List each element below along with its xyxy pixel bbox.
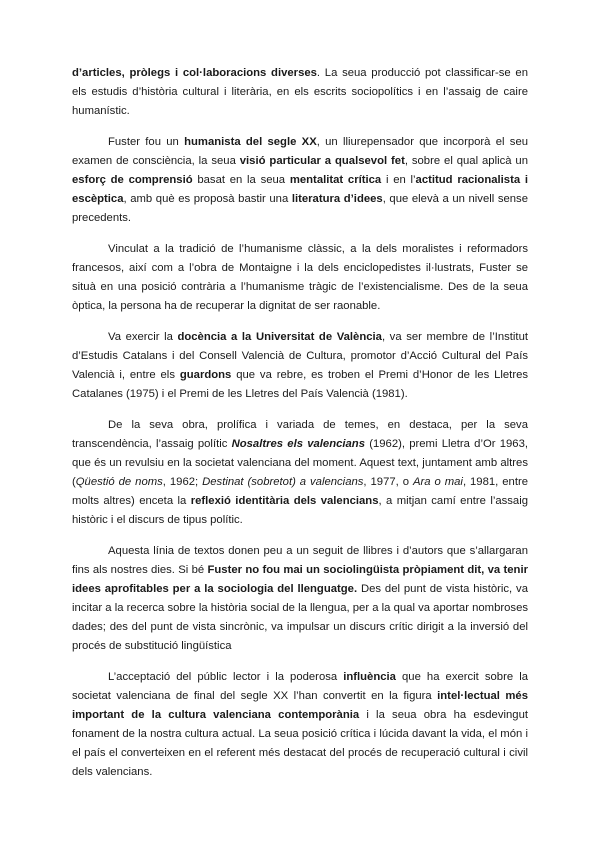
bold-text: reflexió identitària dels valencians (190, 495, 379, 507)
paragraph (72, 328, 528, 404)
text-run: , que elevà a un nivell sense precedents. (72, 193, 528, 224)
paragraph (72, 64, 528, 121)
text-run: Des del punt de vista històric, va incitar a la recerca sobre la història social de la llengua, per a la qual va aportar nombroses dades; des del punt de vista sincrònic, va impulsar un discurs crític dirigit a la inversió del procés de substitució lingüística (72, 583, 528, 652)
bold-text: docència a la Universitat de València (177, 331, 382, 343)
text-run: i la seua obra ha esdevingut fonament de la nostra cultura actual. La seua posició crítica i lúcida davant la vida, el món i el país el converteixen en el referent més destacat del procés de recuperació cultural i civil dels valencians. (72, 709, 528, 778)
bold-text: d’articles, pròlegs i col·laboracions diverses (72, 67, 317, 79)
text-run: , 1981, entre molts altres) enceta la (72, 476, 528, 507)
text-run: , un lliurepensador que incorporà el seu examen de consciència, la seua (72, 136, 529, 167)
text-run: , va ser membre de l’Institut d’Estudis Catalans i del Consell Valencià de Cultura, promotor d’Acció Cultural del País Valencià i, entre els (72, 331, 528, 381)
text-run: De la seva obra, prolífica i variada de temes, en destaca, per la seva transcendència, l’assaig polític (72, 419, 528, 450)
bold-text: humanista del segle XX (184, 136, 317, 148)
italic-text: Qüestió de noms (75, 476, 163, 488)
paragraph (72, 416, 528, 530)
text-run: que ha exercit sobre la societat valenciana de final del segle XX l’han convertit en la figura (72, 671, 528, 702)
bold-text: intel·lectual més important de la cultura valenciana contemporània (72, 690, 528, 721)
text-run: basat en la seua (192, 174, 290, 186)
text-run: , sobre el qual aplicà un (404, 155, 529, 167)
text-run: , 1962; (162, 476, 203, 488)
text-run: L’acceptació del públic lector i la poderosa (108, 671, 344, 683)
paragraph (72, 542, 528, 656)
text-run: que va rebre, es troben el Premi d’Honor de les Lletres Catalanes (1975) i el Premi de les Lletres del País Valencià (1981). (72, 369, 529, 400)
bold-text: literatura d’idees (291, 193, 383, 205)
text-run: , 1977, o (363, 476, 413, 488)
bold-text: influència (343, 671, 396, 683)
text-run: Va exercir la (108, 331, 178, 343)
bold-text: actitud racionalista i escèptica (72, 174, 528, 205)
text-run: , amb què es proposà bastir una (123, 193, 292, 205)
bold-text: esforç de comprensió (72, 174, 193, 186)
text-run: , a mitjan camí entre l’assaig històric i el discurs de tipus polític. (72, 495, 528, 526)
text-run: Vinculat a la tradició de l’humanisme clàssic, a la dels moralistes i reformadors francesos, així com a l’obra de Montaigne i la dels enciclopedistes il·lustrats, Fuster se situà en una posició contrària a l’humanisme tràgic de l’existencialisme. Des de la seua òptica, la persona ha de recuperar la dignitat de ser raonable. (72, 243, 528, 312)
paragraph (72, 240, 528, 316)
text-run: Fuster fou un (108, 136, 185, 148)
bold-text: guardons (179, 369, 232, 381)
italic-text: Destinat (sobretot) a valencians (202, 476, 364, 488)
text-run: i en l’ (381, 174, 416, 186)
text-run: Aquesta línia de textos donen peu a un seguit de llibres i d’autors que s’allargaran fins als nostres dies. Si bé (72, 545, 528, 576)
text-run: (1962), premi Lletra d’Or 1963, que és un revulsiu en la societat valenciana del moment. Aquest text, juntament amb altres ( (72, 438, 528, 488)
italic-text: Ara o mai (412, 476, 463, 488)
paragraph (72, 668, 528, 782)
paragraph (72, 133, 528, 228)
bold-text: mentalitat crítica (289, 174, 382, 186)
bold-text: visió particular a qualsevol fet (239, 155, 405, 167)
document-page (72, 64, 528, 794)
text-run: . La seua producció pot classificar-se en els estudis d’història cultural i literària, en els escrits sociopolítics i en l’assaig de caire humanístic. (72, 67, 528, 117)
bold-text: Nosaltres els valencians (231, 438, 365, 450)
bold-text: Fuster no fou mai un sociolingüista pròpiament dit, va tenir idees aprofitables per a la sociologia del llenguatge. (72, 564, 528, 595)
